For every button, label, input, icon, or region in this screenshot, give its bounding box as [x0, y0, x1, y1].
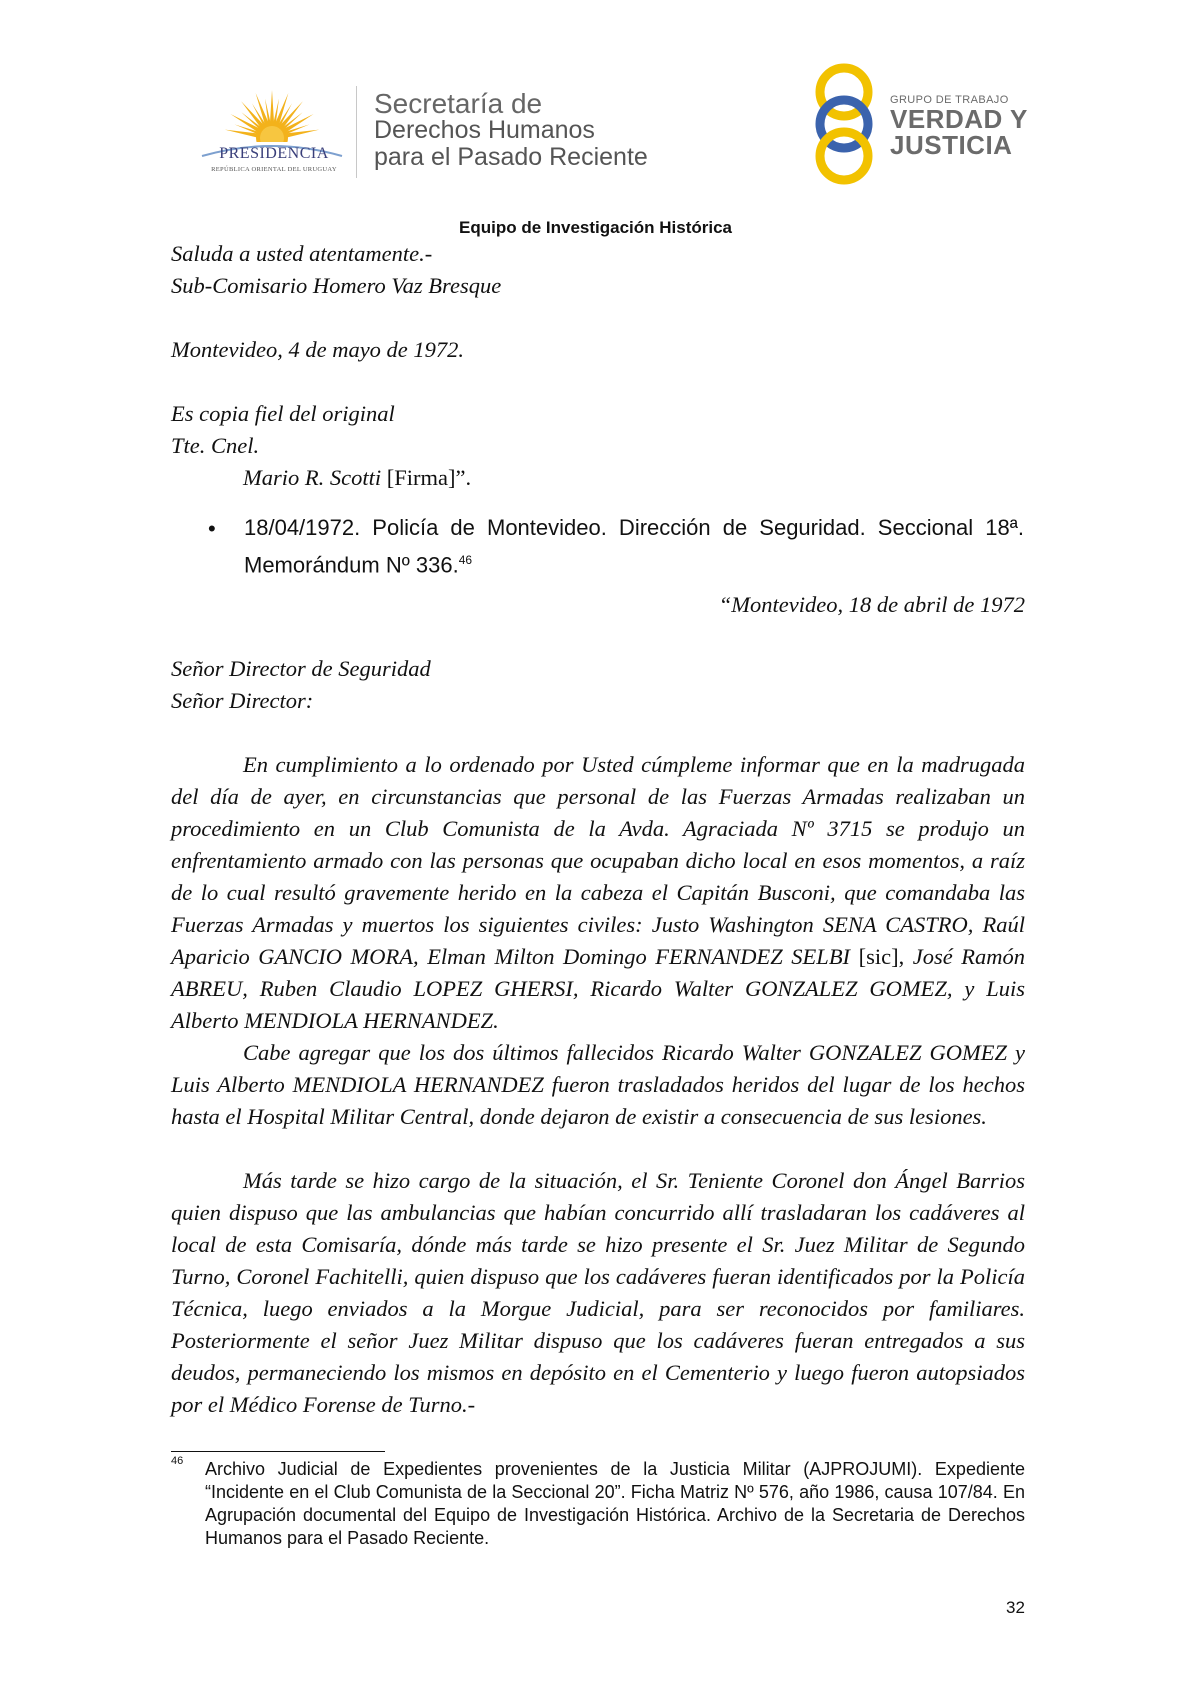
secretaria-line1: Secretaría de	[374, 88, 543, 119]
team-heading: Equipo de Investigación Histórica	[459, 218, 732, 237]
footnote-separator	[171, 1451, 385, 1452]
closing-salute: Saluda a usted atentamente.-	[171, 241, 433, 266]
header-divider	[356, 86, 357, 178]
verdad-justicia-logo-text	[890, 94, 1028, 158]
signer-rank: Tte. Cnel.	[171, 433, 260, 458]
bullet-text	[244, 512, 1024, 581]
presidencia-label: PRESIDENCIA	[219, 145, 329, 162]
signer2-name: Mario R. Scotti	[243, 465, 382, 490]
page-number: 32	[1006, 1598, 1025, 1617]
addressee-2: Señor Director:	[171, 688, 314, 713]
paragraph-1-part-b: José Ramón ABREU, Ruben Claudio LOPEZ GHERSI, Ricardo Walter GONZALEZ GOMEZ, y Luis Alberto MENDIOLA HERNANDEZ.	[171, 944, 1026, 1033]
footnote-text: Archivo Judicial de Expedientes provenientes de la Justicia Militar (AJPROJUMI). Expediente “Incidente en el Club Comunista de la Seccional 20”. Ficha Matriz Nº 576, año 1986, causa 107/84. En Agrupación documental del Equipo de Investigación Histórica. Archivo de la Secretaria de Derechos Humanos para el Pasado Reciente.	[205, 1459, 1025, 1548]
addressee-1: Señor Director de Seguridad	[171, 656, 431, 681]
presidencia-subtitle: REPÚBLICA ORIENTAL DEL URUGUAY	[211, 166, 337, 173]
letter-paragraph-1	[171, 749, 1025, 1037]
bullet-label: 18/04/1972. Policía de Montevideo. Dirección de Seguridad. Seccional 18ª. Memorándum Nº 336.	[244, 515, 1024, 578]
presidencia-sun-logo	[196, 80, 348, 180]
secretaria-line2: Derechos Humanos	[374, 116, 595, 144]
copy-note: Es copia fiel del original	[171, 401, 395, 426]
secretaria-logo-text	[374, 90, 648, 171]
footnote-ref: 46	[458, 553, 473, 567]
gtvj-line2: VERDAD Y	[890, 104, 1028, 134]
gtvj-line1: GRUPO DE TRABAJO	[890, 94, 1009, 106]
paragraph-1-part-a: En cumplimiento a lo ordenado por Usted cúmpleme informar que en la madrugada del día de ayer, en circunstancias que personal de las Fuerzas Armadas realizaban un procedimiento en un Club Comunista de la Avda. Agraciada Nº 3715 se produjo un enfrentamiento armado con las personas que ocupaban dicho local en esos momentos, a raíz de lo cual resultó gravemente herido en la cabeza el Capitán Busconi, que comandaba las Fuerzas Armadas y muertos los siguientes civiles: Justo Washington SENA CASTRO, Raúl Aparicio GANCIO MORA, Elman Milton Domingo FERNANDEZ SELBI	[171, 752, 1025, 969]
gtvj-line3: JUSTICIA	[890, 130, 1013, 160]
letter-paragraph-2: Cabe agregar que los dos últimos fallecidos Ricardo Walter GONZALEZ GOMEZ y Luis Alberto MENDIOLA HERNANDEZ fueron trasladados heridos del lugar de los hechos hasta el Hospital Militar Central, donde dejaron de existir a consecuencia de sus lesiones.	[171, 1040, 1025, 1129]
secretaria-line3: para el Pasado Reciente	[374, 143, 648, 171]
signer2-line	[243, 465, 471, 491]
bullet-icon: •	[208, 516, 216, 541]
paragraph-1-sic: [sic],	[858, 944, 905, 969]
verdad-justicia-rings-logo	[806, 62, 882, 186]
letter-paragraph-3: Más tarde se hizo cargo de la situación, el Sr. Teniente Coronel don Ángel Barrios quien dispuso que las ambulancias que habían concurrido allí trasladaran los cadáveres al local de esta Comisaría, dónde más tarde se hizo presente el Sr. Juez Militar de Segundo Turno, Coronel Fachitelli, quien dispuso que los cadáveres fueran identificados por la Policía Técnica, luego enviados a la Morgue Judicial, para ser reconocidos por familiares. Posteriormente el señor Juez Militar dispuso que los cadáveres fueran entregados a sus deudos, permaneciendo los mismos en depósito en el Cementerio y luego fueron autopsiados por el Médico Forense de Turno.-	[171, 1168, 1025, 1417]
footnote-number: 46	[171, 1455, 184, 1467]
closing-date: Montevideo, 4 de mayo de 1972.	[171, 337, 465, 362]
closing-signer: Sub-Comisario Homero Vaz Bresque	[171, 273, 502, 298]
letter-date: “Montevideo, 18 de abril de 1972	[718, 592, 1025, 617]
signer2-mark: [Firma]”.	[386, 465, 472, 490]
